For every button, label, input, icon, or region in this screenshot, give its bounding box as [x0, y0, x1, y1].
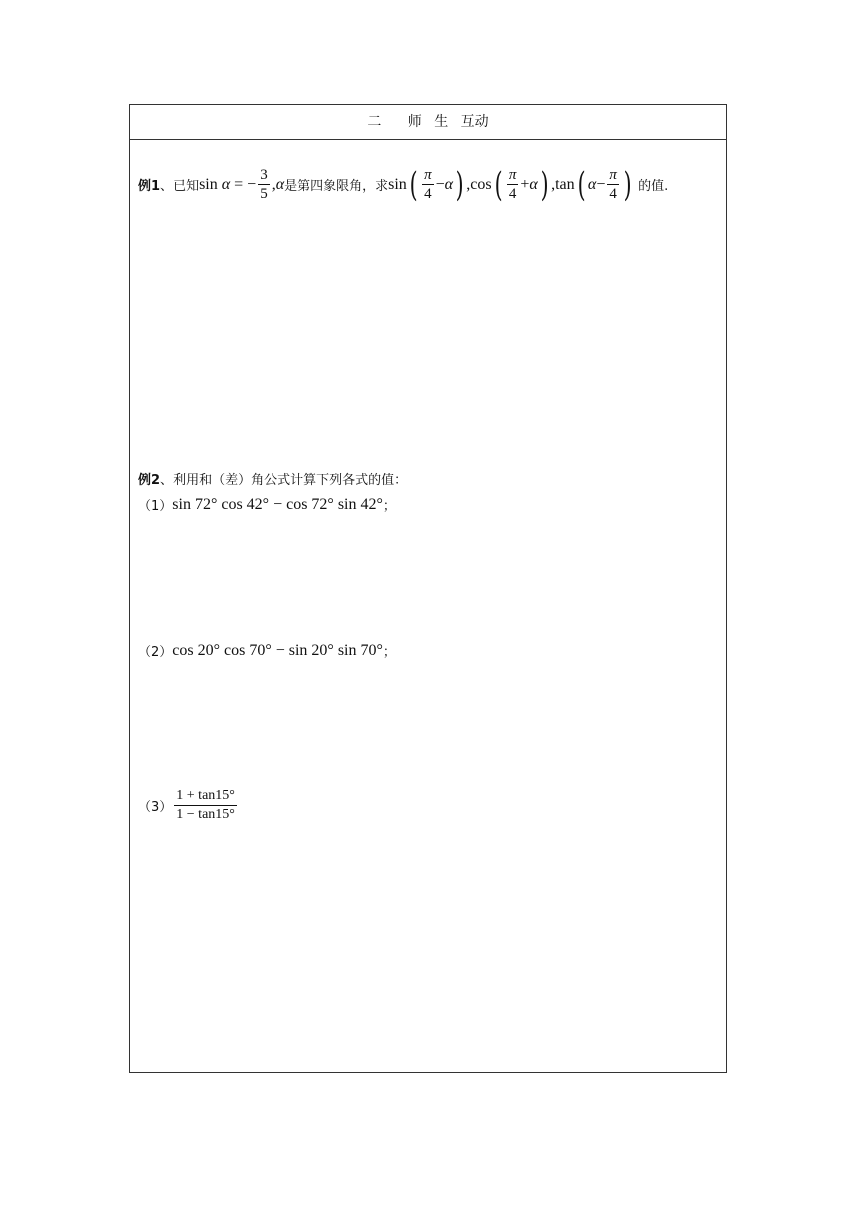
example1-equals: = −: [234, 175, 257, 193]
item3-fraction: [174, 787, 237, 824]
item2-expression: cos 20° cos 70° − sin 20° sin 70°: [172, 641, 383, 659]
example2-text: 利用和（差）角公式计算下列各式的值：: [173, 473, 408, 488]
pi-over-4: [422, 166, 434, 203]
example1-alpha: α: [221, 175, 231, 193]
right-paren: ): [455, 164, 464, 205]
example1-sin: sin: [199, 175, 218, 193]
item2-end: ；: [382, 645, 396, 660]
content-area: [130, 139, 726, 1072]
comma: ,: [466, 175, 471, 193]
left-paren: (: [409, 164, 418, 205]
pi-over-4: [507, 166, 519, 203]
example1-fraction: [258, 166, 270, 203]
example2-item3: [138, 787, 239, 824]
four-denominator: 4: [609, 186, 617, 202]
plus-sign: +: [520, 175, 530, 193]
minus-sign: −: [596, 175, 606, 193]
alpha: α: [444, 175, 454, 193]
right-paren: ): [623, 164, 632, 205]
alpha: α: [587, 175, 597, 193]
example1-line: [138, 166, 668, 203]
comma: ,: [551, 175, 556, 193]
left-paren: (: [577, 164, 586, 205]
example2-item1: [138, 495, 396, 514]
example2-sep: 、: [160, 473, 174, 488]
item3-label: （3）: [138, 800, 173, 815]
pi-numerator: π: [508, 167, 517, 183]
section-title-3: 互动: [460, 114, 489, 130]
fraction-denominator: 5: [260, 186, 268, 202]
alpha: α: [529, 175, 538, 193]
item2-label: （2）: [138, 645, 173, 660]
four-denominator: 4: [508, 186, 517, 202]
expr-tan: tan: [555, 175, 575, 193]
example2-item2: [138, 641, 396, 660]
left-paren: (: [494, 164, 503, 205]
example1-value-text: 的值.: [638, 179, 669, 194]
item3-denominator: 1 − tan15°: [176, 807, 235, 822]
item1-label: （1）: [138, 499, 173, 514]
minus-sign: −: [435, 175, 445, 193]
four-denominator: 4: [424, 186, 432, 202]
section-title-1: 师: [407, 114, 422, 130]
section-header: [130, 105, 726, 140]
example1-known: 已知: [173, 179, 200, 194]
section-title-2: 生: [434, 114, 449, 130]
worksheet-table: [129, 104, 727, 1073]
pi-numerator: π: [609, 167, 617, 183]
right-paren: ): [540, 164, 549, 205]
section-number: 二: [367, 114, 382, 130]
item1-expression: sin 72° cos 42° − cos 72° sin 42°: [172, 495, 383, 513]
example1-comma: ,: [271, 175, 276, 193]
expr-cos: cos: [470, 175, 492, 193]
expr-sin: sin: [388, 175, 407, 193]
pi-numerator: π: [424, 167, 432, 183]
example1-alpha-2: α: [275, 175, 285, 193]
example2-label: 例2: [138, 473, 161, 488]
example1-sep: 、: [160, 179, 174, 194]
example2-heading: [138, 469, 407, 488]
pi-over-4: [607, 166, 619, 203]
fraction-numerator: 3: [260, 167, 268, 183]
example1-label: 例1: [138, 179, 161, 194]
item3-numerator: 1 + tan15°: [176, 788, 235, 803]
example1-quadrant-text: 是第四象限角，求: [284, 179, 389, 194]
item1-end: ；: [382, 499, 396, 514]
